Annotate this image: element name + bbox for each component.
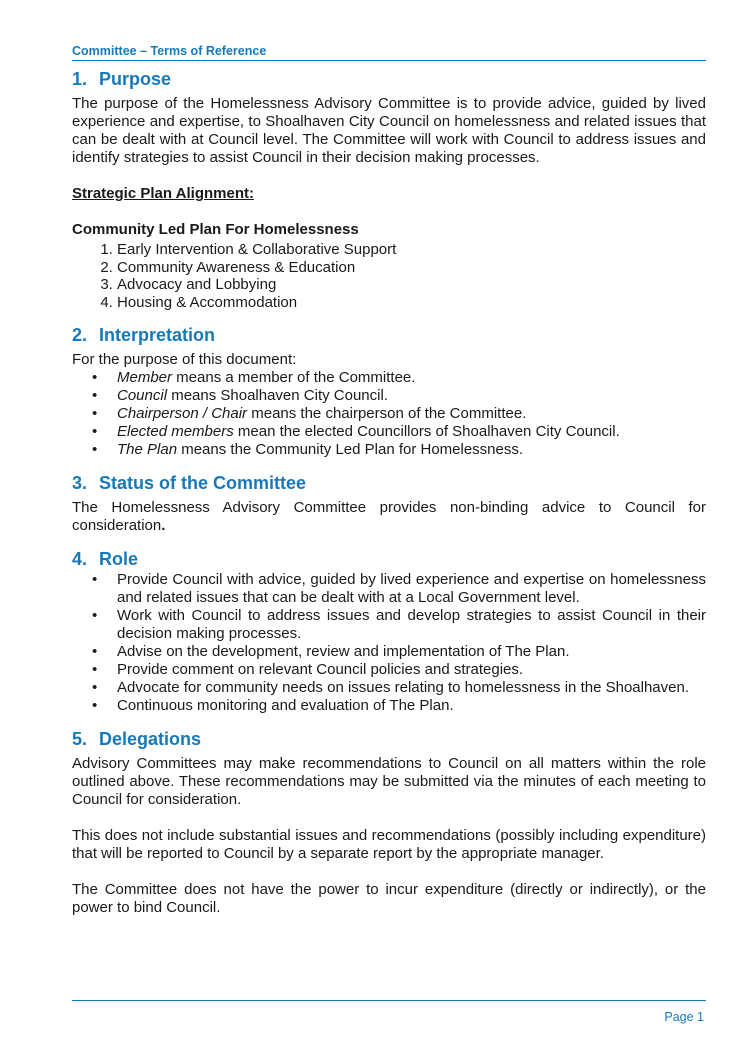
interpretation-intro: For the purpose of this document: (72, 351, 297, 368)
plan-heading: Community Led Plan For Homelessness (72, 221, 359, 238)
section-heading (72, 323, 706, 347)
definition-text: means Shoalhaven City Council. (167, 387, 388, 404)
strategic-alignment-heading: Strategic Plan Alignment: (72, 185, 254, 202)
section-purpose (72, 67, 706, 311)
list-item: • Advocate for community needs on issues relating to homelessness in the Shoalhaven. (117, 679, 706, 697)
definition-term: Elected members (117, 423, 234, 440)
section-delegations (72, 727, 706, 917)
purpose-paragraph: The purpose of the Homelessness Advisory Committee is to provide advice, guided by lived experience and expertise, to Shoalhaven City Council on homelessness and related issues that can be dealt with at Council level. The Committee will work with Council to address issues and identify strategies to assist Council in their decision making processes. (72, 95, 706, 166)
section-title: Role (99, 549, 139, 569)
list-item (117, 387, 706, 405)
section-number: 4. (72, 549, 88, 569)
page-number: Page 1 (664, 1010, 704, 1024)
list-item: 2. Community Awareness & Education (117, 259, 706, 277)
list-item: • Work with Council to address issues and develop strategies to assist Council in their decision making processes. (117, 607, 706, 643)
section-number: 3. (72, 473, 88, 493)
delegations-paragraph: Advisory Committees may make recommendations to Council on all matters within the role outlined above. These recommendations may be submitted via the minutes of each meeting to Council for consideration. (72, 755, 706, 808)
section-title: Interpretation (99, 325, 216, 345)
definition-text: means a member of the Committee. (172, 369, 416, 386)
definition-text: means the chairperson of the Committee. (247, 405, 527, 422)
definitions-list (72, 369, 706, 459)
document-body (72, 67, 706, 929)
list-item (117, 369, 706, 387)
section-title: Purpose (99, 69, 172, 89)
list-item (117, 423, 706, 441)
section-heading (72, 67, 706, 91)
status-end: . (161, 517, 166, 534)
list-item: 4. Housing & Accommodation (117, 294, 706, 312)
footer-divider (72, 1000, 706, 1001)
section-heading (72, 547, 706, 571)
definition-text: mean the elected Councillors of Shoalhaven City Council. (233, 423, 620, 440)
section-number: 2. (72, 325, 88, 345)
section-interpretation (72, 323, 706, 459)
delegations-paragraph: This does not include substantial issues and recommendations (possibly including expenditure) that will be reported to Council by a separate report by the appropriate manager. (72, 827, 706, 862)
status-paragraph (72, 499, 706, 535)
section-title: Delegations (99, 729, 202, 749)
section-status (72, 471, 706, 535)
list-item: • Advise on the development, review and implementation of The Plan. (117, 643, 706, 661)
delegations-paragraph: The Committee does not have the power to incur expenditure (directly or indirectly), or the power to bind Council. (72, 881, 706, 916)
list-item: 3. Advocacy and Lobbying (117, 276, 706, 294)
section-title: Status of the Committee (99, 473, 307, 493)
list-item: • Provide comment on relevant Council policies and strategies. (117, 661, 706, 679)
definition-term: Council (117, 387, 168, 404)
definition-term: The Plan (117, 441, 178, 458)
plan-items-list (72, 241, 706, 311)
section-heading (72, 471, 706, 495)
status-text: The Homelessness Advisory Committee provides non-binding advice to Council for consideration (72, 499, 706, 534)
list-item: 1. Early Intervention & Collaborative Support (117, 241, 706, 259)
definition-term: Member (117, 369, 173, 386)
section-role (72, 547, 706, 715)
running-header: Committee – Terms of Reference (72, 44, 706, 61)
definition-text: means the Community Led Plan for Homelessness. (177, 441, 524, 458)
list-item (117, 405, 706, 423)
section-number: 1. (72, 69, 88, 89)
section-number: 5. (72, 729, 88, 749)
definition-term: Chairperson / Chair (117, 405, 248, 422)
list-item: • Provide Council with advice, guided by lived experience and expertise on homelessness and related issues that can be dealt with at a Local Government level. (117, 571, 706, 607)
list-item: • Continuous monitoring and evaluation of The Plan. (117, 697, 706, 715)
role-list (72, 571, 706, 715)
list-item (117, 441, 706, 459)
section-heading (72, 727, 706, 751)
